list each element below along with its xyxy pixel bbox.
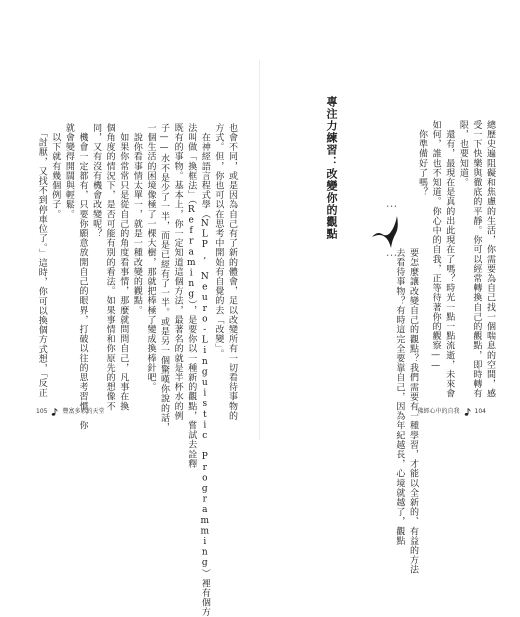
eighth-note-icon xyxy=(51,408,58,416)
eighth-note-icon xyxy=(464,408,471,416)
ornament-dots-top: ••• xyxy=(386,204,398,210)
section-heading: 專注力練習：改變你的觀點 xyxy=(325,96,338,240)
right-page-top-text: 總歷史遍阻礙和焦慮的生活，你需要為自己找一個喘息的空間，感 受一下快樂與徹底的平靜。你可以經常轉換自己的觀點，即時轉有 限，也要知道。 還有，最現在是真的出此現在了嗎？時光一點一點流逝，未來會 如何，誰也不知道。你心中的自我，正等待著你的觀察—— 你準備好了嗎？ xyxy=(417,120,495,399)
right-page-section-text: 要怎麼讓改變自己的觀點？我們需要有一種學習，才能以全新的、有益的方法 去看待事物？有時這完全要靠自己，因為年紀越長，心境就越了，觀點 xyxy=(394,248,418,575)
left-page-body-text: 也會不同，或是因為自己有了新的體會，足以改變所有一切看待事物的 方式。但，你也可以在思考中開始有自覺的去「改變」。 在神經語言程式學（NLP, Neuro-Linguistic Programming）裡有個方 法叫做「換框法」（Reframing），是要你以一種新的觀點，嘗試去詮釋 既有的事物。基本上，你一定知道這個方法，最著名的就是半杯水的例 子——水不是少了一半，而是已經有了一半。或是另一個驚嘆你說的話， 一個生活的困境像極了一棵大樹，那就把棒極了變成換棒針吧。 說你看事情太單一，就是一種改變的觀點。 如果你常常只是從自己的角度看事情，那麼就問問自己，凡事在換 個角度的情況下，是否可能有別的看法。如果事情和你原先的想像不 同，又有沒有機會改變呢？ 機會一定都有，只要你願意放開自己的眼界，打破以往的思考習慣，你 就會變得開闊與輕鬆。 以下就有幾個例子。 「討厭，又找不到停車位了。」這時，你可以換個方式想，「反正 xyxy=(36,123,237,617)
left-page-footer xyxy=(36,408,104,416)
right-page-running-title: 佛經心中的自我 xyxy=(417,408,460,415)
right-page-footer xyxy=(418,408,486,416)
left-page-running-title: 豐富多彩的天堂 xyxy=(62,408,105,415)
brush-stroke-icon xyxy=(370,213,400,249)
right-page xyxy=(260,0,520,575)
right-page-number: 104 xyxy=(474,408,486,415)
ornament-dots-bottom: ••• xyxy=(386,253,398,259)
left-page-number: 105 xyxy=(36,408,48,415)
